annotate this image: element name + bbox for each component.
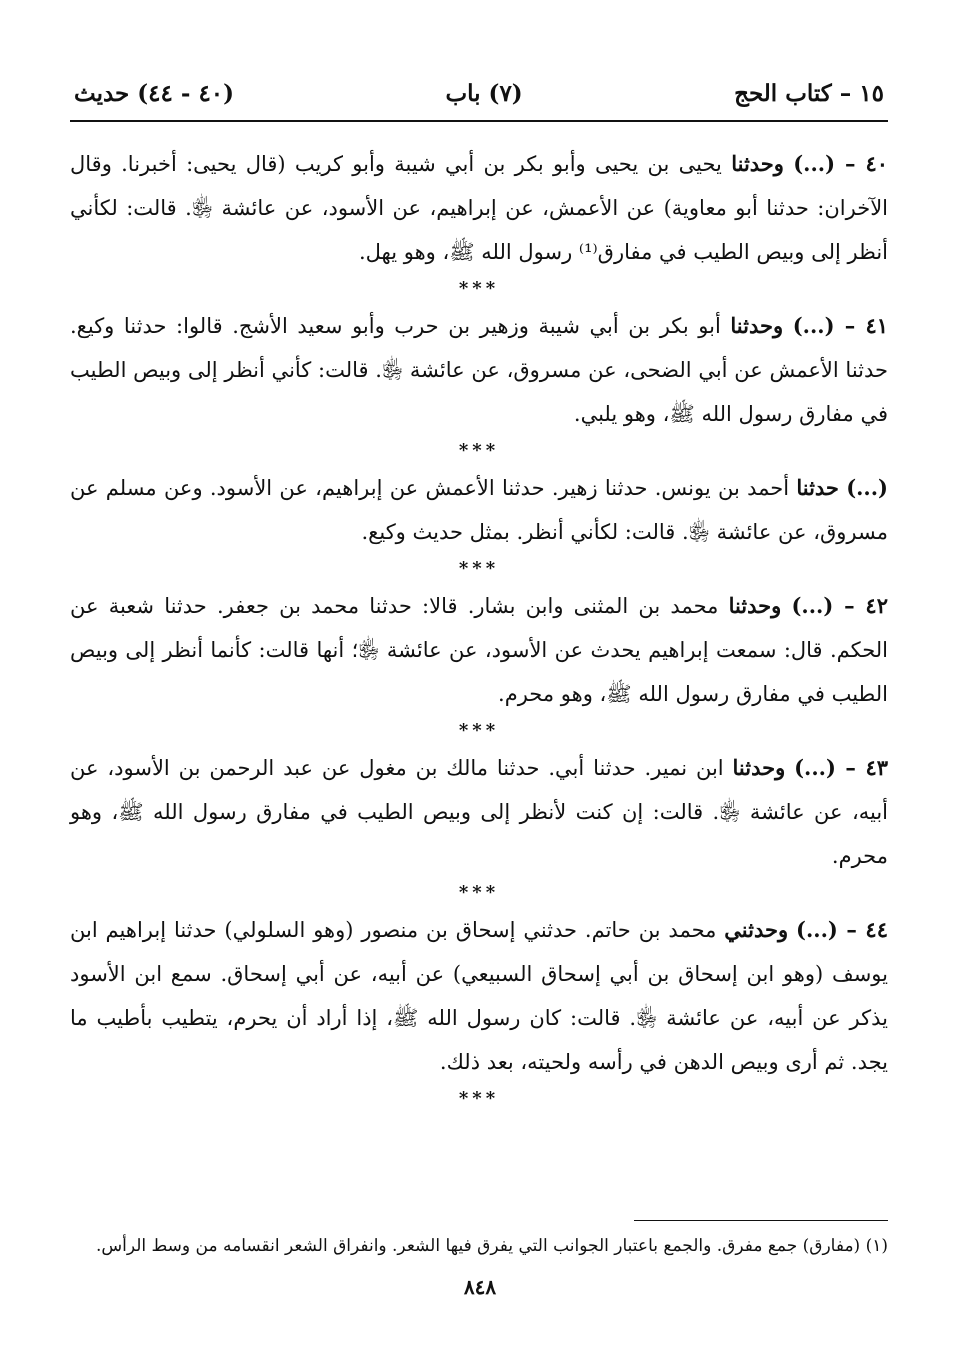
- hadith-number: ٤١ – (...): [792, 313, 888, 338]
- hadith-text: ابن نمير. حدثنا أبي. حدثنا مالك بن مغول عن عبد الرحمن بن الأسود، عن أبيه، عن عائشة ﵂. قالت: إن كنت لأنظر إلى وبيص الطيب في مفارق رسول الله ﷺ، وهو محرم.: [70, 756, 888, 868]
- hadith-paragraph: [70, 584, 888, 716]
- hadith-paragraph: [70, 304, 888, 436]
- page-number: ٨٤٨: [463, 1275, 497, 1299]
- hadith-number: ٤٣ – (...): [794, 755, 888, 780]
- footnote-divider: [634, 1220, 888, 1221]
- hadith-paragraph: [70, 466, 888, 554]
- footnote: (١) (مفارق) جمع مفرق. والجمع باعتبار الجوانب التي يفرق فيها الشعر. وانفراق الشعر انقسامه من وسط الرأس.: [95, 1236, 888, 1256]
- running-head: [70, 80, 888, 122]
- separator: ***: [458, 882, 500, 903]
- hadith-text: محمد بن المثنى وابن بشار. قالا: حدثنا محمد بن جعفر. حدثنا شعبة عن الحكم. قال: سمعت إبراهيم يحدث عن الأسود، عن عائشة ﵂؛ أنها قالت: كأنما أنظر إلى وبيص الطيب في مفارق رسول الله ﷺ، وهو محرم.: [70, 594, 888, 706]
- hadith-text: أبو بكر بن أبي شيبة وزهير بن حرب وأبو سعيد الأشج. قالوا: حدثنا وكيع. حدثنا الأعمش عن أبي الضحى، عن مسروق، عن عائشة ﵂. قالت: كأني أنظر إلى وبيص الطيب في مفارق رسول الله ﷺ، وهو يلبي.: [70, 314, 888, 426]
- hadith-number: (...): [846, 475, 888, 500]
- hadith-range: (٤٠ - ٤٤) حديث: [74, 80, 235, 107]
- hadith-number: ٤٤ – (...): [796, 917, 888, 942]
- body-text: [70, 142, 888, 1112]
- hadith-lead: وحدثنا: [728, 593, 782, 618]
- book-title: ١٥ – كتاب الحج: [734, 80, 884, 107]
- hadith-paragraph: [70, 908, 888, 1084]
- hadith-lead: وحدثنا: [731, 151, 784, 176]
- hadith-number: ٤٢ – (...): [791, 593, 888, 618]
- hadith-paragraph: [70, 746, 888, 878]
- hadith-text: محمد بن حاتم. حدثني إسحاق بن منصور (وهو السلولي) حدثنا إبراهيم ابن يوسف (وهو ابن إسحاق بن أبي إسحاق السبيعي) عن أبيه، عن أبي إسحاق. سمع ابن الأسود يذكر عن أبيه، عن عائشة ﵂. قالت: كان رسول الله ﷺ، إذا أراد أن يحرم، يتطيب بأطيب ما يجد. ثم أرى وبيص الدهن في رأسه ولحيته، بعد ذلك.: [70, 918, 888, 1074]
- page: [70, 80, 888, 1114]
- separator: ***: [458, 720, 500, 741]
- hadith-text: يحيى بن يحيى وأبو بكر بن أبي شيبة وأبو كريب (قال يحيى: أخبرنا. وقال الآخران: حدثنا أبو معاوية) عن الأعمش، عن إبراهيم، عن الأسود، عن عائشة ﵂. قالت: لكأني أنظر إلى وبيص الطيب في مفارق⁽¹⁾ رسول الله ﷺ، وهو يهل.: [70, 152, 888, 264]
- hadith-lead: وحدثنا: [730, 313, 784, 338]
- hadith-lead: وحدثني: [724, 917, 789, 942]
- hadith-number: ٤٠ – (...): [793, 151, 888, 176]
- hadith-lead: وحدثنا: [732, 755, 786, 780]
- hadith-lead: حدثنا: [796, 475, 839, 500]
- separator: ***: [458, 440, 500, 461]
- hadith-text: أحمد بن يونس. حدثنا زهير. حدثنا الأعمش عن إبراهيم، عن الأسود. وعن مسلم عن مسروق، عن عائشة ﵂. قالت: لكأني أنظر. بمثل حديث وكيع.: [70, 476, 888, 544]
- chapter-label: (٧) باب: [445, 80, 523, 107]
- hadith-paragraph: [70, 142, 888, 274]
- separator: ***: [458, 1088, 500, 1109]
- separator: ***: [458, 558, 500, 579]
- separator: ***: [458, 278, 500, 299]
